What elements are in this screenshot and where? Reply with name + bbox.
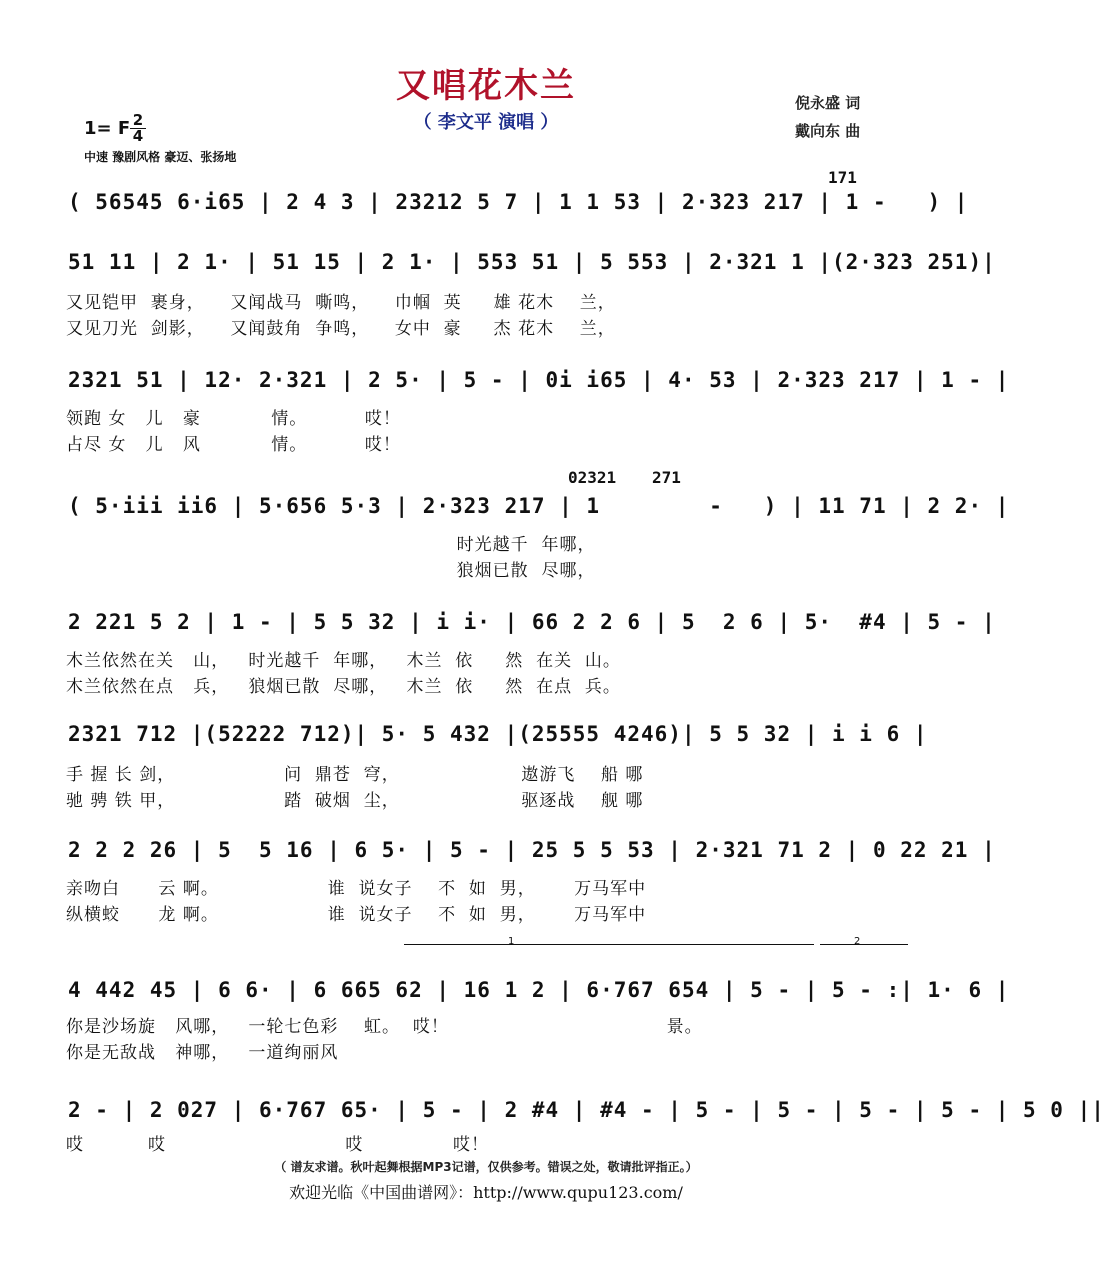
notation-row-2: 51 11 | 2 1· | 51 15 | 2 1· | 553 51 | 5 553 | 2·321 1 |(2·323 251)| (68, 250, 996, 274)
tempo-marking: 中速 豫剧风格 豪迈、张扬地 (84, 150, 237, 164)
website-credit: 欢迎光临《中国曲谱网》：http://www.qupu123.com/ (289, 1183, 683, 1202)
lyric-row-7-verse-1: 亲吻白 云 啊。 谁 说女子 不 如 男， 万马军中 (66, 879, 647, 899)
lyric-row-4-verse-2: 狼烟已散 尽哪， (66, 561, 596, 581)
time-signature (130, 111, 146, 145)
lyric-row-2-verse-2: 又见刀光 剑影， 又闻鼓角 争鸣， 女中 豪 杰 花木 兰， (66, 319, 616, 339)
lyric-row-6-verse-1: 手 握 长 剑， 问 鼎苍 穹， 遨游飞 船 哪 (66, 765, 644, 785)
lyric-row-8-verse-2: 你是无敌战 神哪， 一道绚丽风 (66, 1043, 339, 1063)
notation-row-3: 2321 51 | 12· 2·321 | 2 5· | 5 - | 0i i65 | 4· 53 | 2·323 217 | 1 - | (68, 368, 1010, 392)
upper-note-group: 02321 (568, 468, 617, 487)
notation-row-8: 4 442 45 | 6 6· | 6 665 62 | 16 1 2 | 6·767 654 | 5 - | 5 - :| 1· 6 | (68, 978, 1010, 1002)
volta-bracket-1 (404, 944, 814, 945)
lyric-row-5-verse-2: 木兰依然在点 兵， 狼烟已散 尽哪， 木兰 依 然 在点 兵。 (66, 677, 621, 697)
meter-top: 2 (132, 111, 144, 129)
volta-bracket-2 (820, 944, 908, 945)
notation-row-5: 2 221 5 2 | 1 - | 5 5 32 | i i· | 66 2 2 6 | 5 2 6 | 5· #4 | 5 - | (68, 610, 996, 634)
performer-credit: （ 李文平 演唱 ） (413, 112, 559, 133)
lyric-row-8-verse-1: 你是沙场旋 风哪， 一轮七色彩 虹。 哎！ 景。 (66, 1017, 703, 1037)
upper-note-group: 271 (652, 468, 681, 487)
lyric-row-6-verse-2: 驰 骋 铁 甲， 踏 破烟 尘， 驱逐战 舰 哪 (66, 791, 644, 811)
notation-row-6: 2321 712 |(52222 712)| 5· 5 432 |(25555 4246)| 5 5 32 | i i 6 | (68, 722, 928, 746)
lyric-row-2-verse-1: 又见铠甲 裹身， 又闻战马 嘶鸣， 巾帼 英 雄 花木 兰， (66, 293, 616, 313)
song-title: 又唱花木兰 (396, 66, 576, 106)
volta-2-label: 2 (854, 936, 861, 947)
lyric-row-7-verse-2: 纵横蛟 龙 啊。 谁 说女子 不 如 男， 万马军中 (66, 905, 647, 925)
notation-row-4: ( 5·iii ii6 | 5·656 5·3 | 2·323 217 | 1 - ) | 11 71 | 2 2· | (68, 494, 1010, 518)
notation-row-1: ( 56545 6·i65 | 2 4 3 | 23212 5 7 | 1 1 53 | 2·323 217 | 1 - ) | (68, 190, 969, 214)
lyric-row-5-verse-1: 木兰依然在关 山， 时光越千 年哪， 木兰 依 然 在关 山。 (66, 651, 621, 671)
key-signature: 1= F (84, 118, 131, 139)
volta-1-label: 1 (508, 936, 515, 947)
meter-bottom: 4 (132, 127, 144, 145)
transcription-note: （ 谱友求谱。秋叶起舞根据MP3记谱，仅供参考。错误之处，敬请批评指正。） (274, 1160, 698, 1174)
notation-row-9: 2 - | 2 027 | 6·767 65· | 5 - | 2 #4 | #4 - | 5 - | 5 - | 5 - | 5 - | 5 0 || (68, 1098, 1105, 1122)
lyric-row-3-verse-1: 领跑 女 儿 豪 情。 哎！ (66, 409, 401, 429)
upper-note-group: 171 (828, 168, 857, 187)
lyric-row-4-verse-1: 时光越千 年哪， (66, 535, 596, 555)
notation-row-7: 2 2 2 26 | 5 5 16 | 6 5· | 5 - | 25 5 5 53 | 2·321 71 2 | 0 22 21 | (68, 838, 996, 862)
lyricist-credit: 倪永盛 词 (795, 94, 861, 112)
lyric-row-9: 哎 哎 哎 哎！ (66, 1135, 489, 1155)
composer-credit: 戴向东 曲 (795, 122, 861, 140)
lyric-row-3-verse-2: 占尽 女 儿 风 情。 哎！ (66, 435, 401, 455)
